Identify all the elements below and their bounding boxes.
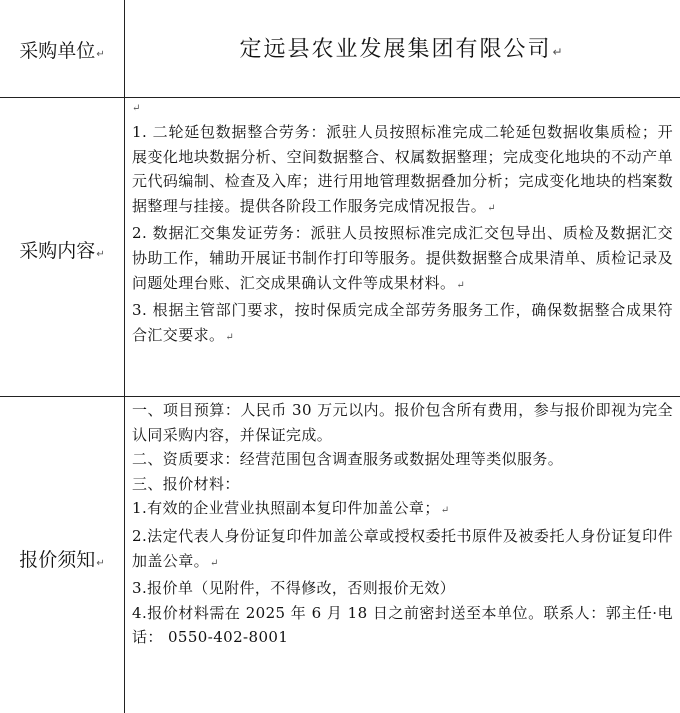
row-divider-1 <box>0 97 680 98</box>
unit-label: 采购单位↵ <box>19 40 105 62</box>
unit-value: 定远县农业发展集团有限公司↵ <box>239 37 565 62</box>
column-divider <box>124 0 125 713</box>
content-paragraph: 1. 二轮延包数据整合劳务：派驻人员按照标准完成二轮延包数据收集质检；开展变化地块数据分析、空间数据整合、权属数据整理；完成变化地块的不动产单元代码编制、检查及入库；进行用地管理数据叠加分析；完成变化地块的档案数据整理与挂接。提供各阶段工作服务完成情况报告。↵ <box>132 123 673 215</box>
quote-paragraph: 2.法定代表人身份证复印件加盖公章或授权委托书原件及被委托人身份证复印件加盖公章。↵ <box>132 526 673 570</box>
empty-line-mark: ↵ <box>132 103 141 114</box>
content-text <box>132 120 673 350</box>
content-label: 采购内容↵ <box>19 240 105 262</box>
row-divider-2 <box>0 396 680 397</box>
quote-paragraph: 三、报价材料： <box>132 474 240 493</box>
quote-label: 报价须知↵ <box>19 549 105 571</box>
quote-text <box>132 398 673 650</box>
content-paragraph: 3. 根据主管部门要求，按时保质完成全部劳务服务工作，确保数据整合成果符合汇交要求。↵ <box>132 301 673 344</box>
quote-paragraph: 3.报价单（见附件，不得修改，否则报价无效） <box>132 579 456 598</box>
quote-paragraph: 4.报价材料需在 2025 年 6 月 18 日之前密封送至本单位。联系人：郭主任·电话： 0550-402-8001 <box>132 603 673 647</box>
quote-paragraph: 二、资质要求：经营范围包含调查服务或数据处理等类似服务。 <box>132 450 564 469</box>
content-paragraph: 2. 数据汇交集发证劳务：派驻人员按照标准完成汇交包导出、质检及数据汇交协助工作，辅助开展证书制作打印等服务。提供数据整合成果清单、质检记录及问题处理台账、汇交成果确认文件等成果材料。↵ <box>132 224 673 292</box>
quote-paragraph: 一、项目预算：人民币 30 万元以内。报价包含所有费用，参与报价即视为完全认同采购内容，并保证完成。 <box>132 401 673 444</box>
quote-paragraph: 1.有效的企业营业执照副本复印件加盖公章；↵ <box>132 499 450 518</box>
